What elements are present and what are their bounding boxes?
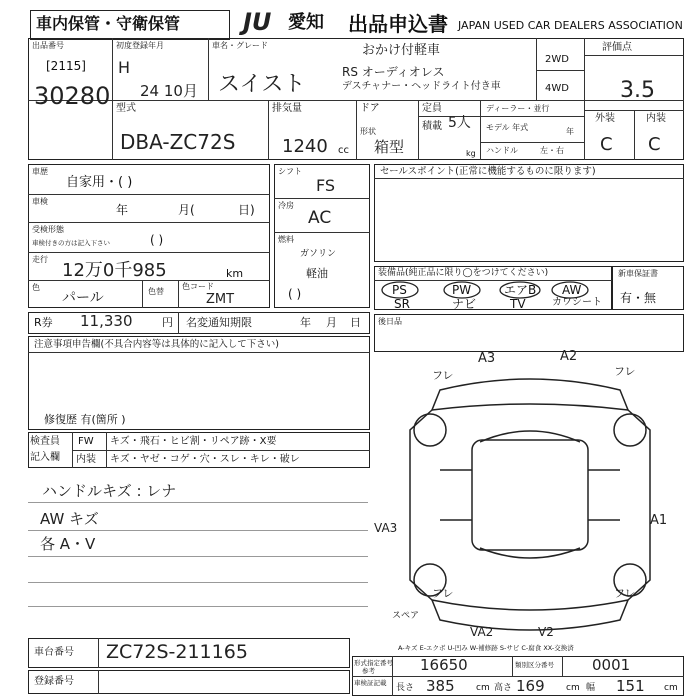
color-value: パール bbox=[62, 290, 104, 306]
storage-text: 車内保管・守衛保管 bbox=[36, 14, 181, 33]
equip-circles bbox=[374, 266, 612, 310]
color-code-label: 色コード bbox=[182, 282, 214, 291]
diag-v2: V2 bbox=[538, 625, 554, 639]
form-number-label: 形式指定番号 bbox=[354, 659, 393, 667]
inspection-label: 車検 bbox=[32, 197, 48, 206]
len-value: 385 bbox=[426, 677, 455, 695]
capacity-label: 定員 bbox=[422, 103, 442, 114]
diag-a1: A1 bbox=[650, 513, 668, 528]
history-label: 車歴 bbox=[32, 167, 48, 176]
ni-items: キズ・ヤゼ・コゲ・穴・スレ・キレ・破レ bbox=[110, 454, 300, 465]
fw-items: キズ・飛石・ヒビ割・リペア跡・X要 bbox=[110, 436, 277, 447]
regno-box bbox=[28, 670, 350, 694]
handle-label: ハンドル bbox=[486, 146, 518, 155]
after-label: 後日品 bbox=[378, 317, 402, 326]
diag-legend: A-キズ E-エクボ U-凹み W-補修跡 S-サビ C-腐食 XX-交換済 bbox=[398, 644, 574, 652]
lot-number: 30280 bbox=[34, 82, 111, 110]
class-number-value: 0001 bbox=[592, 656, 631, 674]
height-unit: cm bbox=[566, 683, 580, 693]
fw-label: FW bbox=[78, 436, 94, 447]
branch-name: 愛知 bbox=[288, 12, 324, 33]
repair-history: 修復歴 有(箇所 ) bbox=[44, 413, 126, 426]
after-box bbox=[374, 314, 684, 352]
rating-score: 3.5 bbox=[620, 78, 655, 103]
sales-label: セールスポイント(正常に機能するものに限ります) bbox=[380, 166, 596, 177]
width-label: 幅 bbox=[586, 683, 596, 693]
reg-label: 初度登録年月 bbox=[116, 41, 164, 50]
reg-value: 24 10月 bbox=[140, 82, 198, 100]
ext-label: 外装 bbox=[595, 113, 615, 124]
dealer-label: ディーラー・並行 bbox=[486, 104, 550, 113]
inspection-year: 年 bbox=[116, 203, 129, 217]
ac-value: AC bbox=[308, 208, 332, 228]
newcar-options: 有・無 bbox=[620, 291, 657, 305]
diag-va3: VA3 bbox=[374, 521, 398, 535]
width-unit: cm bbox=[664, 683, 678, 693]
car-label: 車名・グレード bbox=[212, 41, 268, 50]
diag-a2: A2 bbox=[560, 349, 578, 364]
equip-seat: カワシート bbox=[552, 297, 602, 308]
handle-options: 左・右 bbox=[540, 146, 564, 155]
diag-fure-4: フレ bbox=[614, 587, 636, 600]
inspector-label2: 記入欄 bbox=[30, 452, 60, 463]
equipment-label: 装備品(純正品に限り◯をつけてください) bbox=[378, 268, 549, 278]
lot-label: 出品番号 bbox=[32, 41, 64, 50]
form-title: 出品申込書 bbox=[348, 12, 448, 36]
shape-value: 箱型 bbox=[374, 138, 405, 156]
drive-2wd: 2WD bbox=[545, 54, 569, 65]
capacity-value: 5人 bbox=[448, 115, 471, 131]
drive-4wd: 4WD bbox=[545, 83, 569, 94]
remark-1: ハンドルキズ : レナ bbox=[42, 482, 177, 500]
equip-pw: PW bbox=[452, 283, 472, 297]
recycle-value: 11,330 bbox=[80, 312, 133, 330]
model-value: DBA-ZC72S bbox=[120, 130, 236, 154]
car-damage-diagram bbox=[380, 350, 680, 650]
color-code-value: ZMT bbox=[206, 292, 235, 307]
door-label: ドア bbox=[360, 103, 380, 114]
diag-spare: スペア bbox=[392, 611, 420, 621]
reg-era: H bbox=[118, 58, 131, 77]
diag-va2: VA2 bbox=[470, 625, 494, 639]
accepted-paren: ( ) bbox=[150, 233, 164, 247]
int-label: 内装 bbox=[646, 113, 666, 124]
notes-label: 注意事項申告欄(不具合内容等は具体的に記入して下さい) bbox=[34, 339, 279, 350]
model-year-unit: 年 bbox=[566, 127, 574, 136]
inspection-day: 日) bbox=[238, 203, 255, 217]
chassis-value: ZC72S-211165 bbox=[106, 641, 248, 663]
car-grade-mid: RS オーディオレス bbox=[342, 65, 445, 79]
rename-month: 月 bbox=[326, 316, 337, 329]
equip-navi: ナビ bbox=[452, 297, 477, 311]
history-value: 自家用・( ) bbox=[66, 175, 133, 190]
inspector-label1: 検査員 bbox=[30, 436, 60, 447]
cc-unit: cc bbox=[338, 145, 349, 156]
accepted-label: 受検形態 bbox=[32, 225, 64, 234]
car-grade-top: おかけ付軽車 bbox=[362, 43, 441, 58]
equip-ps: PS bbox=[392, 283, 407, 297]
recycle-label: R券 bbox=[34, 316, 53, 329]
rename-day: 日 bbox=[350, 316, 361, 329]
inspection-month: 月( bbox=[178, 203, 195, 217]
equip-airbag: エアB bbox=[504, 283, 537, 297]
width-value: 151 bbox=[616, 677, 645, 695]
class-number-label: 類別区分番号 bbox=[515, 661, 554, 669]
association-name: JAPAN USED CAR DEALERS ASSOCIATION bbox=[458, 19, 683, 32]
lot-code: [2115] bbox=[46, 59, 86, 73]
equip-tv: TV bbox=[510, 297, 526, 311]
diag-fure-1: フレ bbox=[432, 369, 454, 382]
remark-3: 各 A・V bbox=[40, 535, 96, 553]
form-number-value: 16650 bbox=[420, 656, 468, 674]
model-label: 型式 bbox=[116, 103, 136, 114]
accepted-note: 車検付きの方は記入下さい bbox=[32, 239, 110, 247]
diag-fure-2: フレ bbox=[614, 365, 636, 378]
load-label: 積載 bbox=[422, 121, 442, 132]
car-grade-bot: デスチャナー・ヘッドライト付き車 bbox=[342, 81, 501, 92]
mileage-unit: km bbox=[226, 267, 244, 280]
len-unit: cm bbox=[476, 683, 490, 693]
tone-label: 色替 bbox=[148, 287, 164, 296]
rename-label: 名変通知期限 bbox=[186, 316, 252, 329]
newcar-label: 新車保証書 bbox=[618, 269, 658, 278]
height-label: 高さ bbox=[494, 683, 513, 693]
shape-label: 形状 bbox=[360, 127, 376, 136]
equip-sr: SR bbox=[394, 297, 410, 311]
cc-value: 1240 bbox=[282, 136, 328, 157]
ni-label: 内装 bbox=[76, 454, 96, 465]
ac-label: 冷房 bbox=[278, 201, 294, 210]
ju-logo: JU bbox=[243, 8, 272, 36]
rating-label: 評価点 bbox=[602, 42, 632, 53]
len-label: 長さ bbox=[396, 683, 415, 693]
size-label: 車検証記載 bbox=[354, 679, 387, 687]
spec-ref: 参考 bbox=[362, 667, 375, 675]
color-label: 色 bbox=[32, 283, 40, 292]
rename-year: 年 bbox=[300, 316, 311, 329]
fuel-paren: ( ) bbox=[288, 287, 302, 301]
regno-label: 登録番号 bbox=[34, 676, 74, 687]
model-year-label: モデル 年式 bbox=[486, 123, 529, 132]
height-value: 169 bbox=[516, 677, 545, 695]
car-name: スイスト bbox=[218, 72, 306, 97]
chassis-label: 車台番号 bbox=[34, 647, 74, 658]
int-grade: C bbox=[648, 134, 661, 155]
mileage-label: 走行 bbox=[32, 255, 48, 264]
remark-2: AW キズ bbox=[40, 510, 99, 528]
fuel-gas: ガソリン bbox=[300, 249, 337, 259]
fuel-diesel: 軽油 bbox=[306, 267, 328, 280]
diag-a3: A3 bbox=[478, 351, 496, 366]
ext-grade: C bbox=[600, 134, 613, 155]
recycle-unit: 円 bbox=[162, 316, 173, 329]
diag-fure-3: フレ bbox=[432, 587, 454, 600]
fuel-label: 燃料 bbox=[278, 235, 294, 244]
equip-aw: AW bbox=[562, 283, 582, 297]
shift-label: シフト bbox=[278, 167, 302, 176]
cc-label: 排気量 bbox=[272, 103, 302, 114]
load-unit: kg bbox=[466, 149, 476, 158]
shift-value: FS bbox=[316, 176, 336, 195]
mileage-value: 12万0千985 bbox=[62, 260, 167, 281]
